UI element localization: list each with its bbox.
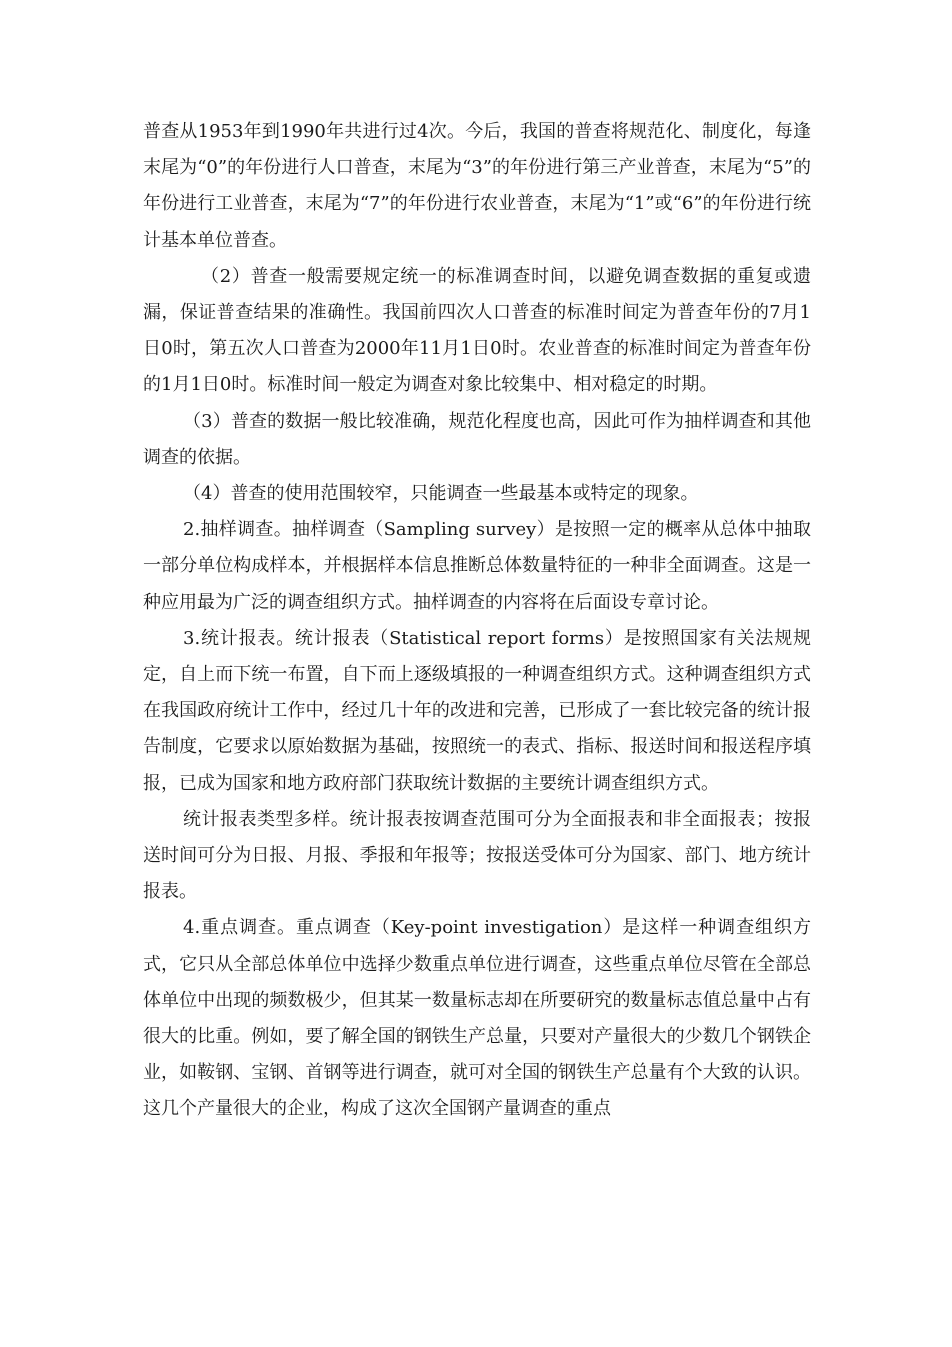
- paragraph-census-schedule: 普查从1953年到1990年共进行过4次。今后，我国的普查将规范化、制度化，每逢末尾为“0”的年份进行人口普查，末尾为“3”的年份进行第三产业普查，末尾为“5”的年份进行工业普查，末尾为“7”的年份进行农业普查，末尾为“1”或“6”的年份进行统计基本单位普查。: [143, 121, 811, 251]
- paragraph-sampling-survey: 2.抽样调查。抽样调查（Sampling survey）是按照一定的概率从总体中抽取一部分单位构成样本，并根据样本信息推断总体数量特征的一种非全面调查。这是一种应用最为广泛的调查组织方式。抽样调查的内容将在后面设专章讨论。: [143, 519, 811, 613]
- paragraph-statistical-report-forms: 3.统计报表。统计报表（Statistical report forms）是按照国家有关法规规定，自上而下统一布置，自下而上逐级填报的一种调查组织方式。这种调查组织方式在我国政府统计工作中，经过几十年的改进和完善，已形成了一套比较完备的统计报告制度，它要求以原始数据为基础，按照统一的表式、指标、报送时间和报送程序填报，已成为国家和地方政府部门获取统计数据的主要统计调查组织方式。: [143, 627, 811, 794]
- document-body: [143, 114, 811, 1128]
- paragraph-report-types: 统计报表类型多样。统计报表按调查范围可分为全面报表和非全面报表；按报送时间可分为日报、月报、季报和年报等；按报送受体可分为国家、部门、地方统计报表。: [143, 808, 811, 903]
- paragraph-key-point-investigation: 4.重点调查。重点调查（Key-point investigation）是这样一种调查组织方式，它只从全部总体单位中选择少数重点单位进行调查，这些重点单位尽管在全部总体单位中出现的频数极少，但其某一数量标志却在所要研究的数量标志值总量中占有很大的比重。例如，要了解全国的钢铁生产总量，只要对产量很大的少数几个钢铁企业，如鞍钢、宝钢、首钢等进行调查，就可对全国的钢铁生产总量有个大致的认识。这几个产量很大的企业，构成了这次全国钢产量调查的重点: [143, 917, 811, 1120]
- paragraph-census-accuracy: （3）普查的数据一般比较准确，规范化程度也高，因此可作为抽样调查和其他调查的依据。: [143, 410, 811, 468]
- paragraph-census-scope: （4）普查的使用范围较窄，只能调查一些最基本或特定的现象。: [183, 483, 699, 505]
- paragraph-census-standard-time: （2）普查一般需要规定统一的标准调查时间，以避免调查数据的重复或遗漏，保证普查结果的准确性。我国前四次人口普查的标准时间定为普查年份的7月1日0时，第五次人口普查为2000年11月1日0时。农业普查的标准时间定为普查年份的1月1日0时。标准时间一般定为调查对象比较集中、相对稳定的时期。: [143, 265, 811, 396]
